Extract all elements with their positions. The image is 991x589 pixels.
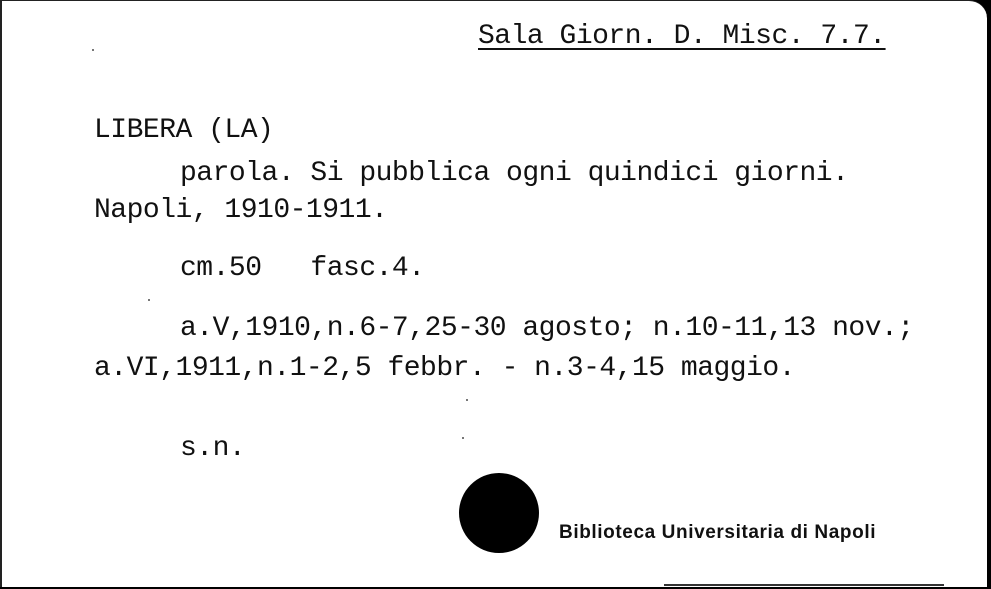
library-stamp-dot (459, 473, 539, 553)
paper-speck (92, 49, 94, 51)
imprint: Napoli, 1910-1911. (94, 195, 388, 226)
library-stamp-text: Biblioteca Universitaria di Napoli (559, 522, 877, 543)
title-heading: LIBERA (LA) (94, 115, 274, 146)
holdings-line-1: a.V,1910,n.6-7,25-30 agosto; n.10-11,13 nov.; (180, 313, 914, 344)
bottom-edge-rule (664, 584, 944, 586)
sine-nomine-note: s.n. (180, 433, 246, 464)
paper-speck (148, 299, 150, 301)
paper-speck (466, 399, 468, 401)
holdings-line-2: a.VI,1911,n.1-2,5 febbr. - n.3-4,15 maggio. (94, 353, 796, 384)
physical-description: cm.50 fasc.4. (180, 253, 425, 284)
title-continuation: parola. Si pubblica ogni quindici giorni. (180, 158, 849, 189)
shelfmark: Sala Giorn. D. Misc. 7.7. (478, 21, 886, 52)
paper-speck (462, 437, 464, 439)
